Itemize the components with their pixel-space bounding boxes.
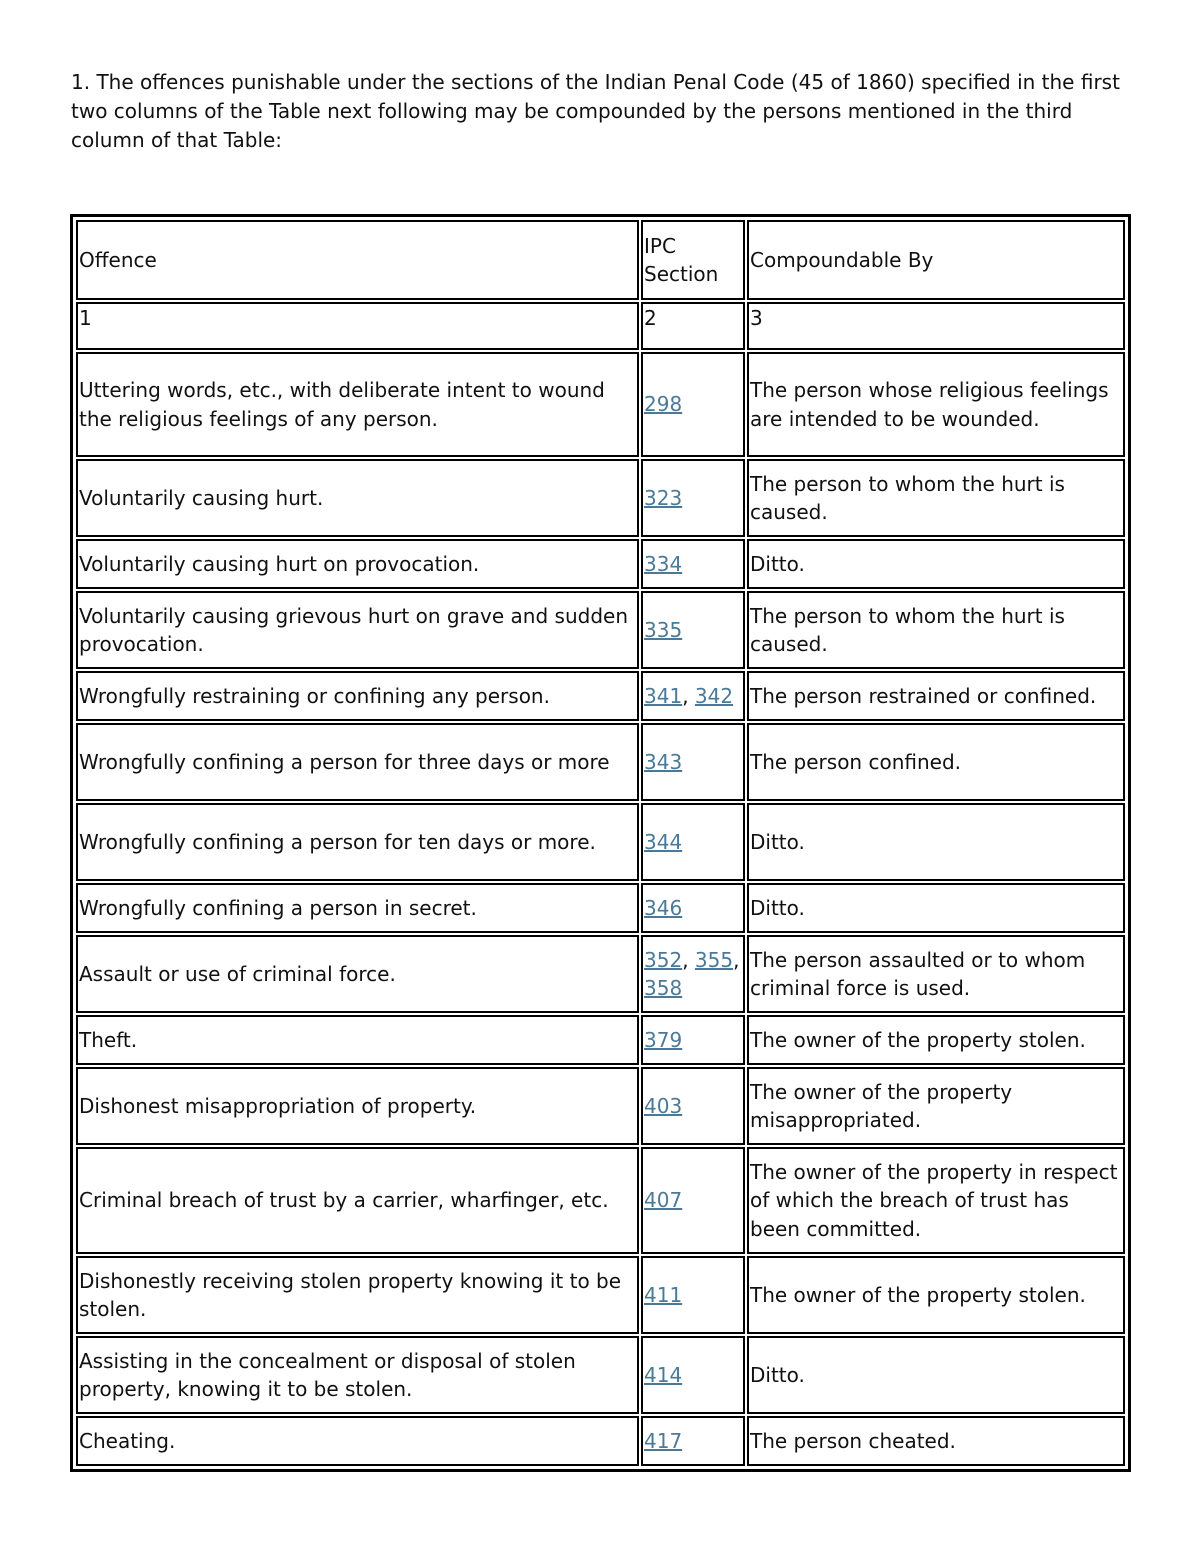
table-row [76,539,1125,589]
compoundable-by-cell: The owner of the property stolen. [747,1256,1125,1334]
compoundable-by-cell: Ditto. [747,803,1125,881]
offence-cell: Cheating. [76,1416,639,1466]
ipc-section-cell [641,1067,745,1145]
table-row [76,1147,1125,1254]
compoundable-by-cell: Ditto. [747,883,1125,933]
table-row [76,1336,1125,1414]
ipc-section-link[interactable]: 323 [644,485,683,510]
table-row [76,1067,1125,1145]
ipc-section-cell [641,1256,745,1334]
compoundable-by-cell: The owner of the property stolen. [747,1015,1125,1065]
offence-cell: Wrongfully confining a person for ten days or more. [76,803,639,881]
ipc-section-cell [641,1147,745,1254]
offence-cell: Dishonestly receiving stolen property knowing it to be stolen. [76,1256,639,1334]
compoundable-by-cell: The person assaulted or to whom criminal force is used. [747,935,1125,1013]
ipc-section-cell [641,723,745,801]
ipc-section-link[interactable]: 417 [644,1428,683,1453]
ipc-section-cell [641,459,745,537]
ipc-section-link[interactable]: 411 [644,1282,683,1307]
offence-cell: Voluntarily causing grievous hurt on grave and sudden provocation. [76,591,639,669]
table-row [76,1416,1125,1466]
ipc-section-link[interactable]: 343 [644,749,683,774]
offence-cell: Voluntarily causing hurt. [76,459,639,537]
compoundable-by-cell: The person restrained or confined. [747,671,1125,721]
ipc-section-cell: 341, 342 [641,671,745,721]
ipc-section-cell [641,1015,745,1065]
ipc-section-link[interactable]: 298 [644,392,683,417]
compoundable-by-cell: The person to whom the hurt is caused. [747,459,1125,537]
offence-cell: Wrongfully restraining or confining any person. [76,671,639,721]
table-row [76,671,1125,721]
table-row [76,1256,1125,1334]
offence-cell: Assisting in the concealment or disposal of stolen property, knowing it to be stolen. [76,1336,639,1414]
ipc-section-link[interactable]: 352 [644,947,683,972]
offence-cell: Theft. [76,1015,639,1065]
compoundable-by-cell: The person confined. [747,723,1125,801]
ipc-section-link[interactable]: 379 [644,1027,683,1052]
ipc-section-cell [641,883,745,933]
ipc-section-link[interactable]: 335 [644,617,683,642]
compoundable-by-cell: The person cheated. [747,1416,1125,1466]
compoundable-by-cell: Ditto. [747,1336,1125,1414]
header-row [76,220,1125,300]
offence-cell: Uttering words, etc., with deliberate intent to wound the religious feelings of any person. [76,352,639,457]
ipc-section-link[interactable]: 358 [644,976,683,1000]
table-row [76,723,1125,801]
table-row [76,591,1125,669]
column-number-row [76,302,1125,350]
offence-cell: Criminal breach of trust by a carrier, wharfinger, etc. [76,1147,639,1254]
table-row [76,803,1125,881]
ipc-section-link[interactable]: 407 [644,1188,683,1213]
offence-cell: Wrongfully confining a person for three days or more [76,723,639,801]
ipc-section-link[interactable]: 344 [644,829,683,854]
compoundable-offences-table [70,214,1131,1472]
ipc-section-cell [641,803,745,881]
ipc-section-cell [641,539,745,589]
table-row [76,935,1125,1013]
table-row [76,1015,1125,1065]
ipc-section-cell: 352, 355, 358 [641,935,745,1013]
column-number-3: 3 [747,302,1125,350]
ipc-section-link[interactable]: 414 [644,1362,683,1387]
ipc-section-link[interactable]: 403 [644,1093,683,1118]
compoundable-by-cell: The owner of the property misappropriated. [747,1067,1125,1145]
ipc-section-link[interactable]: 346 [644,895,683,920]
offence-cell: Wrongfully confining a person in secret. [76,883,639,933]
compoundable-by-cell: Ditto. [747,539,1125,589]
header-offence: Offence [76,220,639,300]
ipc-section-cell [641,1416,745,1466]
column-number-1: 1 [76,302,639,350]
offence-cell: Assault or use of criminal force. [76,935,639,1013]
ipc-section-cell [641,352,745,457]
offence-cell: Dishonest misappropriation of property. [76,1067,639,1145]
ipc-section-link[interactable]: 341 [644,683,683,708]
header-ipc-section: IPC Section [641,220,745,300]
ipc-section-link[interactable]: 355 [694,947,734,972]
ipc-section-cell [641,591,745,669]
compoundable-by-cell: The person whose religious feelings are intended to be wounded. [747,352,1125,457]
table-row [76,352,1125,457]
intro-paragraph: 1. The offences punishable under the sections of the Indian Penal Code (45 of 1860) specified in the first two columns of the Table next following may be compounded by the persons mentioned in the third column of that Table: [71,70,1120,152]
offence-cell: Voluntarily causing hurt on provocation. [76,539,639,589]
compoundable-by-cell: The person to whom the hurt is caused. [747,591,1125,669]
ipc-section-link[interactable]: 334 [644,551,683,576]
table-row [76,883,1125,933]
header-compoundable-by: Compoundable By [747,220,1125,300]
column-number-2: 2 [641,302,745,350]
table-row [76,459,1125,537]
ipc-section-link[interactable]: 342 [694,683,734,708]
compoundable-by-cell: The owner of the property in respect of which the breach of trust has been committed. [747,1147,1125,1254]
ipc-section-cell [641,1336,745,1414]
